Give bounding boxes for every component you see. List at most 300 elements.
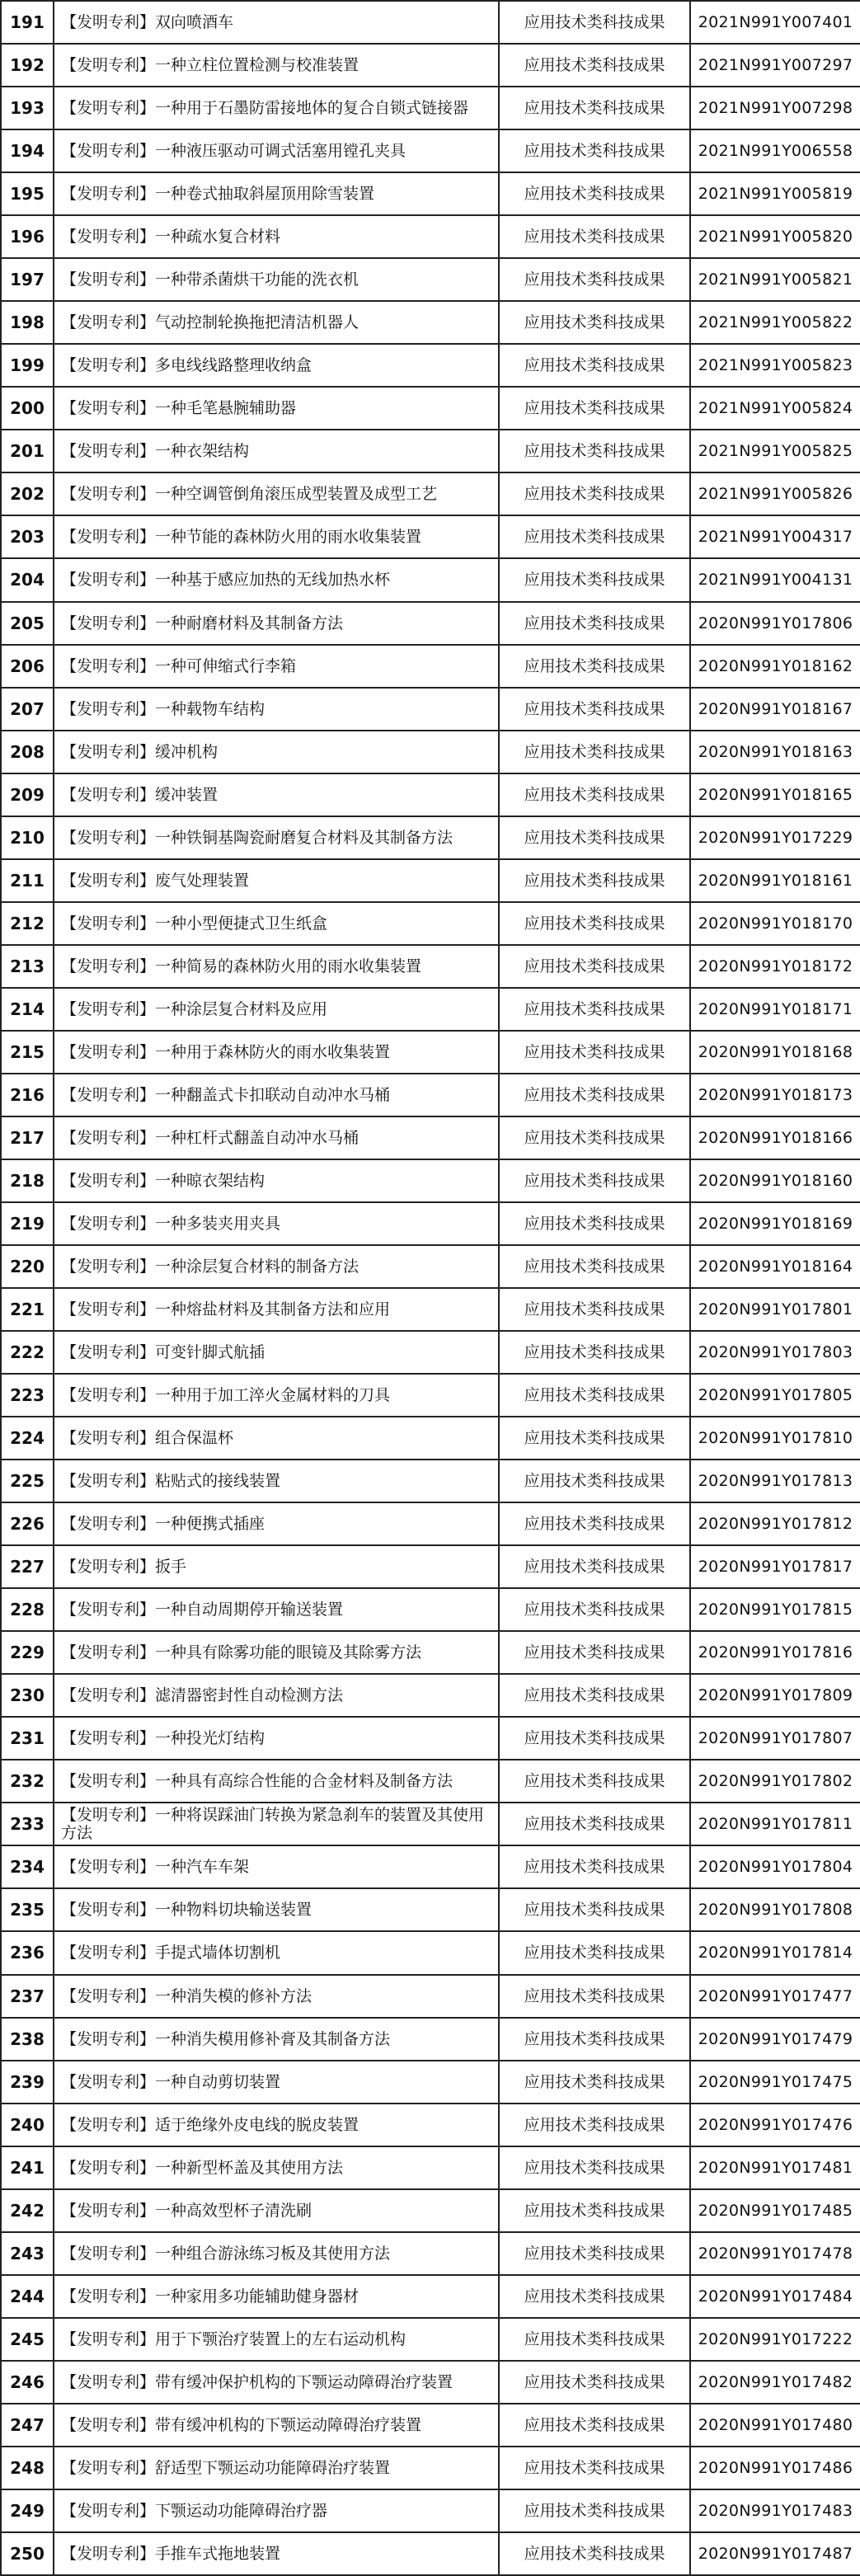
achievement-code: 2021N991Y005821 — [690, 258, 860, 301]
row-number: 245 — [1, 2318, 54, 2361]
achievement-code: 2020N991Y017817 — [690, 1545, 860, 1588]
achievement-code: 2021N991Y005825 — [690, 430, 860, 472]
patent-title: 【发明专利】一种空调管倒角滚压成型装置及成型工艺 — [54, 472, 499, 515]
achievement-category: 应用技术类科技成果 — [499, 773, 690, 816]
row-number: 204 — [1, 558, 54, 601]
patent-title: 【发明专利】一种用于森林防火的雨水收集装置 — [54, 1031, 499, 1074]
achievement-code: 2020N991Y018163 — [690, 731, 860, 773]
achievement-code: 2020N991Y018170 — [690, 902, 860, 945]
row-number: 220 — [1, 1245, 54, 1288]
achievement-category: 应用技术类科技成果 — [499, 1331, 690, 1374]
achievement-code: 2020N991Y018173 — [690, 1074, 860, 1116]
row-number: 222 — [1, 1331, 54, 1374]
achievement-code: 2021N991Y005824 — [690, 387, 860, 430]
row-number: 195 — [1, 172, 54, 215]
patent-title: 【发明专利】手提式墙体切割机 — [54, 1931, 499, 1974]
achievement-code: 2020N991Y017475 — [690, 2061, 860, 2104]
patent-title: 【发明专利】一种卷式抽取斜屋顶用除雪装置 — [54, 172, 499, 215]
achievement-code: 2021N991Y004131 — [690, 558, 860, 601]
achievement-category: 应用技术类科技成果 — [499, 2232, 690, 2275]
table-row — [1, 1975, 860, 2018]
table-row — [1, 1245, 860, 1288]
table-row — [1, 515, 860, 558]
achievement-category: 应用技术类科技成果 — [499, 1975, 690, 2018]
achievement-category: 应用技术类科技成果 — [499, 1502, 690, 1545]
table-row — [1, 602, 860, 645]
patent-title: 【发明专利】气动控制轮换拖把清洁机器人 — [54, 301, 499, 344]
achievement-code: 2020N991Y018162 — [690, 645, 860, 688]
patent-title: 【发明专利】缓冲机构 — [54, 731, 499, 773]
row-number: 228 — [1, 1588, 54, 1631]
achievement-code: 2020N991Y017804 — [690, 1845, 860, 1888]
row-number: 225 — [1, 1460, 54, 1502]
patent-title: 【发明专利】一种液压驱动可调式活塞用镗孔夹具 — [54, 129, 499, 172]
patent-title: 【发明专利】一种简易的森林防火用的雨水收集装置 — [54, 945, 499, 988]
row-number: 234 — [1, 1845, 54, 1888]
patent-title: 【发明专利】扳手 — [54, 1545, 499, 1588]
row-number: 218 — [1, 1159, 54, 1202]
patent-title: 【发明专利】一种自动剪切装置 — [54, 2061, 499, 2104]
achievement-code: 2020N991Y017229 — [690, 816, 860, 859]
patent-title: 【发明专利】一种涂层复合材料及应用 — [54, 988, 499, 1031]
patent-title: 【发明专利】一种组合游泳练习板及其使用方法 — [54, 2232, 499, 2275]
table-row — [1, 387, 860, 430]
table-row — [1, 2489, 860, 2532]
row-number: 219 — [1, 1202, 54, 1245]
patent-title: 【发明专利】一种具有除雾功能的眼镜及其除雾方法 — [54, 1631, 499, 1674]
achievement-code: 2020N991Y018161 — [690, 859, 860, 902]
achievement-code: 2021N991Y005819 — [690, 172, 860, 215]
achievement-code: 2020N991Y017801 — [690, 1288, 860, 1331]
table-row — [1, 558, 860, 601]
patent-title: 【发明专利】一种毛笔悬腕辅助器 — [54, 387, 499, 430]
achievement-category: 应用技术类科技成果 — [499, 1245, 690, 1288]
achievement-category: 应用技术类科技成果 — [499, 859, 690, 902]
patent-title: 【发明专利】一种小型便捷式卫生纸盒 — [54, 902, 499, 945]
row-number: 236 — [1, 1931, 54, 1974]
row-number: 212 — [1, 902, 54, 945]
achievement-category: 应用技术类科技成果 — [499, 258, 690, 301]
table-row — [1, 2275, 860, 2318]
patent-title: 【发明专利】一种翻盖式卡扣联动自动冲水马桶 — [54, 1074, 499, 1116]
patent-title: 【发明专利】多电线线路整理收纳盒 — [54, 344, 499, 387]
achievement-category: 应用技术类科技成果 — [499, 1, 690, 44]
achievement-code: 2020N991Y017803 — [690, 1331, 860, 1374]
achievement-category: 应用技术类科技成果 — [499, 2447, 690, 2489]
patent-title: 【发明专利】一种用于石墨防雷接地体的复合自锁式链接器 — [54, 87, 499, 129]
achievement-code: 2020N991Y017483 — [690, 2489, 860, 2532]
table-row — [1, 731, 860, 773]
achievement-code: 2020N991Y017476 — [690, 2104, 860, 2146]
patent-title: 【发明专利】一种杠杆式翻盖自动冲水马桶 — [54, 1116, 499, 1159]
achievement-code: 2020N991Y017806 — [690, 602, 860, 645]
patent-title: 【发明专利】废气处理装置 — [54, 859, 499, 902]
table-row — [1, 87, 860, 129]
row-number: 232 — [1, 1760, 54, 1803]
achievement-code: 2020N991Y017811 — [690, 1803, 860, 1845]
patent-title: 【发明专利】一种耐磨材料及其制备方法 — [54, 602, 499, 645]
table-row — [1, 430, 860, 472]
achievement-category: 应用技术类科技成果 — [499, 1460, 690, 1502]
table-row — [1, 1502, 860, 1545]
patent-title: 【发明专利】用于下颚治疗装置上的左右运动机构 — [54, 2318, 499, 2361]
table-row — [1, 1288, 860, 1331]
row-number: 199 — [1, 344, 54, 387]
achievement-code: 2020N991Y017481 — [690, 2146, 860, 2189]
row-number: 233 — [1, 1803, 54, 1845]
achievement-category: 应用技术类科技成果 — [499, 731, 690, 773]
achievement-code: 2021N991Y007297 — [690, 44, 860, 87]
achievement-category: 应用技术类科技成果 — [499, 472, 690, 515]
table-row — [1, 2104, 860, 2146]
row-number: 237 — [1, 1975, 54, 2018]
achievement-code: 2020N991Y017814 — [690, 1931, 860, 1974]
table-row — [1, 2447, 860, 2489]
patent-title: 【发明专利】一种节能的森林防火用的雨水收集装置 — [54, 515, 499, 558]
patent-title: 【发明专利】一种用于加工淬火金属材料的刀具 — [54, 1374, 499, 1417]
row-number: 229 — [1, 1631, 54, 1674]
achievement-category: 应用技术类科技成果 — [499, 2061, 690, 2104]
achievement-category: 应用技术类科技成果 — [499, 1845, 690, 1888]
achievement-category: 应用技术类科技成果 — [499, 1631, 690, 1674]
table-row — [1, 1845, 860, 1888]
table-row — [1, 1460, 860, 1502]
table-row — [1, 1159, 860, 1202]
row-number: 250 — [1, 2532, 54, 2575]
patent-title: 【发明专利】带有缓冲保护机构的下颚运动障碍治疗装置 — [54, 2361, 499, 2404]
achievement-code: 2020N991Y017487 — [690, 2532, 860, 2575]
row-number: 230 — [1, 1674, 54, 1717]
achievement-category: 应用技术类科技成果 — [499, 988, 690, 1031]
patent-title: 【发明专利】带有缓冲机构的下颚运动障碍治疗装置 — [54, 2404, 499, 2447]
achievement-category: 应用技术类科技成果 — [499, 1717, 690, 1760]
achievement-code: 2020N991Y018171 — [690, 988, 860, 1031]
table-row — [1, 1674, 860, 1717]
achievement-code: 2020N991Y017478 — [690, 2232, 860, 2275]
patent-title: 【发明专利】下颚运动功能障碍治疗器 — [54, 2489, 499, 2532]
row-number: 192 — [1, 44, 54, 87]
row-number: 207 — [1, 688, 54, 731]
row-number: 206 — [1, 645, 54, 688]
achievement-category: 应用技术类科技成果 — [499, 1760, 690, 1803]
row-number: 238 — [1, 2018, 54, 2061]
achievement-code: 2020N991Y017812 — [690, 1502, 860, 1545]
achievement-category: 应用技术类科技成果 — [499, 1159, 690, 1202]
row-number: 208 — [1, 731, 54, 773]
row-number: 240 — [1, 2104, 54, 2146]
table-row — [1, 1374, 860, 1417]
achievement-category: 应用技术类科技成果 — [499, 602, 690, 645]
table-row — [1, 2232, 860, 2275]
achievement-code: 2020N991Y018168 — [690, 1031, 860, 1074]
patent-title: 【发明专利】一种基于感应加热的无线加热水杯 — [54, 558, 499, 601]
achievement-code: 2020N991Y017484 — [690, 2275, 860, 2318]
achievement-category: 应用技术类科技成果 — [499, 2404, 690, 2447]
achievement-category: 应用技术类科技成果 — [499, 129, 690, 172]
achievement-category: 应用技术类科技成果 — [499, 1888, 690, 1931]
row-number: 227 — [1, 1545, 54, 1588]
table-row — [1, 129, 860, 172]
table-row — [1, 1888, 860, 1931]
table-row — [1, 2189, 860, 2232]
achievement-category: 应用技术类科技成果 — [499, 1417, 690, 1460]
patent-title: 【发明专利】一种便携式插座 — [54, 1502, 499, 1545]
achievement-code: 2021N991Y007401 — [690, 1, 860, 44]
table-row — [1, 258, 860, 301]
achievement-category: 应用技术类科技成果 — [499, 2275, 690, 2318]
row-number: 235 — [1, 1888, 54, 1931]
row-number: 211 — [1, 859, 54, 902]
patent-title: 【发明专利】一种衣架结构 — [54, 430, 499, 472]
achievement-code: 2020N991Y018166 — [690, 1116, 860, 1159]
row-number: 244 — [1, 2275, 54, 2318]
patent-title: 【发明专利】一种汽车车架 — [54, 1845, 499, 1888]
table-row — [1, 2018, 860, 2061]
achievement-code: 2020N991Y017807 — [690, 1717, 860, 1760]
table-row — [1, 1, 860, 44]
achievement-code: 2021N991Y005822 — [690, 301, 860, 344]
row-number: 246 — [1, 2361, 54, 2404]
table-row — [1, 344, 860, 387]
table-row — [1, 1588, 860, 1631]
row-number: 202 — [1, 472, 54, 515]
achievement-category: 应用技术类科技成果 — [499, 2489, 690, 2532]
table-row — [1, 1631, 860, 1674]
row-number: 191 — [1, 1, 54, 44]
achievement-code: 2020N991Y017813 — [690, 1460, 860, 1502]
achievement-code: 2020N991Y017815 — [690, 1588, 860, 1631]
achievement-code: 2021N991Y004317 — [690, 515, 860, 558]
table-row — [1, 773, 860, 816]
patent-title: 【发明专利】滤清器密封性自动检测方法 — [54, 1674, 499, 1717]
achievement-code: 2020N991Y017805 — [690, 1374, 860, 1417]
achievement-code: 2020N991Y017809 — [690, 1674, 860, 1717]
achievement-code: 2020N991Y017482 — [690, 2361, 860, 2404]
patent-title: 【发明专利】一种可伸缩式行李箱 — [54, 645, 499, 688]
table-row — [1, 44, 860, 87]
patent-title: 【发明专利】一种自动周期停开输送装置 — [54, 1588, 499, 1631]
achievement-category: 应用技术类科技成果 — [499, 430, 690, 472]
achievement-code: 2021N991Y005820 — [690, 215, 860, 258]
achievement-category: 应用技术类科技成果 — [499, 44, 690, 87]
achievement-code: 2020N991Y018165 — [690, 773, 860, 816]
row-number: 242 — [1, 2189, 54, 2232]
achievement-category: 应用技术类科技成果 — [499, 301, 690, 344]
row-number: 217 — [1, 1116, 54, 1159]
achievement-code: 2020N991Y017808 — [690, 1888, 860, 1931]
achievement-code: 2020N991Y018167 — [690, 688, 860, 731]
table-row — [1, 645, 860, 688]
achievement-category: 应用技术类科技成果 — [499, 1545, 690, 1588]
achievement-category: 应用技术类科技成果 — [499, 645, 690, 688]
achievement-code: 2020N991Y017485 — [690, 2189, 860, 2232]
achievement-category: 应用技术类科技成果 — [499, 1803, 690, 1845]
row-number: 214 — [1, 988, 54, 1031]
table-row — [1, 1031, 860, 1074]
patent-title: 【发明专利】一种家用多功能辅助健身器材 — [54, 2275, 499, 2318]
achievement-category: 应用技术类科技成果 — [499, 816, 690, 859]
achievement-code: 2020N991Y017802 — [690, 1760, 860, 1803]
row-number: 216 — [1, 1074, 54, 1116]
table-row — [1, 1202, 860, 1245]
patent-title: 【发明专利】一种高效型杯子清洗刷 — [54, 2189, 499, 2232]
achievement-category: 应用技术类科技成果 — [499, 2104, 690, 2146]
row-number: 196 — [1, 215, 54, 258]
patent-title: 【发明专利】缓冲装置 — [54, 773, 499, 816]
row-number: 223 — [1, 1374, 54, 1417]
table-row — [1, 988, 860, 1031]
table-row — [1, 472, 860, 515]
table-row — [1, 1931, 860, 1974]
table-row — [1, 215, 860, 258]
achievement-category: 应用技术类科技成果 — [499, 1588, 690, 1631]
achievement-code: 2020N991Y017479 — [690, 2018, 860, 2061]
row-number: 203 — [1, 515, 54, 558]
table-row — [1, 2061, 860, 2104]
table-row — [1, 688, 860, 731]
table-row — [1, 1417, 860, 1460]
achievement-category: 应用技术类科技成果 — [499, 688, 690, 731]
achievement-code: 2020N991Y018169 — [690, 1202, 860, 1245]
patent-title: 【发明专利】一种疏水复合材料 — [54, 215, 499, 258]
patent-title: 【发明专利】一种多装夹用夹具 — [54, 1202, 499, 1245]
patent-title: 【发明专利】可变针脚式航插 — [54, 1331, 499, 1374]
patent-title: 【发明专利】舒适型下颚运动功能障碍治疗装置 — [54, 2447, 499, 2489]
patent-title: 【发明专利】适于绝缘外皮电线的脱皮装置 — [54, 2104, 499, 2146]
row-number: 224 — [1, 1417, 54, 1460]
patent-title: 【发明专利】一种晾衣架结构 — [54, 1159, 499, 1202]
achievement-code: 2021N991Y007298 — [690, 87, 860, 129]
table-row — [1, 2532, 860, 2575]
achievement-category: 应用技术类科技成果 — [499, 2189, 690, 2232]
table-row — [1, 2318, 860, 2361]
row-number: 221 — [1, 1288, 54, 1331]
achievement-category: 应用技术类科技成果 — [499, 2018, 690, 2061]
patent-title: 【发明专利】一种投光灯结构 — [54, 1717, 499, 1760]
achievement-category: 应用技术类科技成果 — [499, 172, 690, 215]
row-number: 209 — [1, 773, 54, 816]
achievement-code: 2020N991Y018160 — [690, 1159, 860, 1202]
table-row — [1, 1074, 860, 1116]
table-row — [1, 859, 860, 902]
row-number: 193 — [1, 87, 54, 129]
achievement-category: 应用技术类科技成果 — [499, 2532, 690, 2575]
achievement-category: 应用技术类科技成果 — [499, 1288, 690, 1331]
row-number: 249 — [1, 2489, 54, 2532]
table-row — [1, 2361, 860, 2404]
patent-title: 【发明专利】一种涂层复合材料的制备方法 — [54, 1245, 499, 1288]
achievement-category: 应用技术类科技成果 — [499, 2318, 690, 2361]
patent-title: 【发明专利】一种消失模用修补膏及其制备方法 — [54, 2018, 499, 2061]
patent-title: 【发明专利】粘贴式的接线装置 — [54, 1460, 499, 1502]
patent-title: 【发明专利】一种具有高综合性能的合金材料及制备方法 — [54, 1760, 499, 1803]
achievement-category: 应用技术类科技成果 — [499, 1374, 690, 1417]
table-row — [1, 902, 860, 945]
table-row — [1, 1545, 860, 1588]
row-number: 215 — [1, 1031, 54, 1074]
achievement-category: 应用技术类科技成果 — [499, 945, 690, 988]
achievement-category: 应用技术类科技成果 — [499, 515, 690, 558]
achievement-code: 2020N991Y018172 — [690, 945, 860, 988]
table-row — [1, 2404, 860, 2447]
patent-title: 【发明专利】一种立柱位置检测与校准装置 — [54, 44, 499, 87]
table-row — [1, 1116, 860, 1159]
achievement-category: 应用技术类科技成果 — [499, 1074, 690, 1116]
achievement-category: 应用技术类科技成果 — [499, 2146, 690, 2189]
table-row — [1, 816, 860, 859]
achievement-category: 应用技术类科技成果 — [499, 1931, 690, 1974]
achievement-code: 2020N991Y017480 — [690, 2404, 860, 2447]
patent-title: 【发明专利】一种物料切块输送装置 — [54, 1888, 499, 1931]
achievement-code: 2020N991Y018164 — [690, 1245, 860, 1288]
table-row — [1, 1803, 860, 1845]
achievement-category: 应用技术类科技成果 — [499, 902, 690, 945]
table-row — [1, 301, 860, 344]
row-number: 226 — [1, 1502, 54, 1545]
achievement-code: 2020N991Y017816 — [690, 1631, 860, 1674]
achievement-code: 2021N991Y005826 — [690, 472, 860, 515]
row-number: 213 — [1, 945, 54, 988]
row-number: 231 — [1, 1717, 54, 1760]
achievement-category: 应用技术类科技成果 — [499, 1674, 690, 1717]
row-number: 201 — [1, 430, 54, 472]
achievement-category: 应用技术类科技成果 — [499, 215, 690, 258]
row-number: 247 — [1, 2404, 54, 2447]
patent-title: 【发明专利】一种载物车结构 — [54, 688, 499, 731]
patent-title: 【发明专利】一种消失模的修补方法 — [54, 1975, 499, 2018]
row-number: 248 — [1, 2447, 54, 2489]
table-row — [1, 1717, 860, 1760]
table-row — [1, 2146, 860, 2189]
achievement-category: 应用技术类科技成果 — [499, 558, 690, 601]
achievement-category: 应用技术类科技成果 — [499, 387, 690, 430]
achievement-code: 2020N991Y017810 — [690, 1417, 860, 1460]
row-number: 205 — [1, 602, 54, 645]
achievement-code: 2020N991Y017222 — [690, 2318, 860, 2361]
achievement-category: 应用技术类科技成果 — [499, 1031, 690, 1074]
patent-list-body — [1, 1, 860, 2575]
patent-title: 【发明专利】一种带杀菌烘干功能的洗衣机 — [54, 258, 499, 301]
patent-title: 【发明专利】一种铁铜基陶瓷耐磨复合材料及其制备方法 — [54, 816, 499, 859]
achievement-code: 2021N991Y005823 — [690, 344, 860, 387]
achievement-category: 应用技术类科技成果 — [499, 344, 690, 387]
row-number: 243 — [1, 2232, 54, 2275]
achievement-category: 应用技术类科技成果 — [499, 1202, 690, 1245]
achievement-category: 应用技术类科技成果 — [499, 2361, 690, 2404]
achievement-code: 2021N991Y006558 — [690, 129, 860, 172]
table-row — [1, 1331, 860, 1374]
row-number: 241 — [1, 2146, 54, 2189]
patent-title: 【发明专利】手推车式拖地装置 — [54, 2532, 499, 2575]
row-number: 210 — [1, 816, 54, 859]
row-number: 194 — [1, 129, 54, 172]
patent-title: 【发明专利】一种熔盐材料及其制备方法和应用 — [54, 1288, 499, 1331]
table-row — [1, 172, 860, 215]
patent-title: 【发明专利】一种将误踩油门转换为紧急刹车的装置及其使用方法 — [54, 1803, 499, 1845]
achievement-code: 2020N991Y017477 — [690, 1975, 860, 2018]
achievement-category: 应用技术类科技成果 — [499, 1116, 690, 1159]
row-number: 239 — [1, 2061, 54, 2104]
row-number: 200 — [1, 387, 54, 430]
patent-title: 【发明专利】一种新型杯盖及其使用方法 — [54, 2146, 499, 2189]
achievement-code: 2020N991Y017486 — [690, 2447, 860, 2489]
row-number: 198 — [1, 301, 54, 344]
achievement-category: 应用技术类科技成果 — [499, 87, 690, 129]
patent-title: 【发明专利】双向喷酒车 — [54, 1, 499, 44]
table-row — [1, 945, 860, 988]
table-row — [1, 1760, 860, 1803]
patent-title: 【发明专利】组合保温杯 — [54, 1417, 499, 1460]
